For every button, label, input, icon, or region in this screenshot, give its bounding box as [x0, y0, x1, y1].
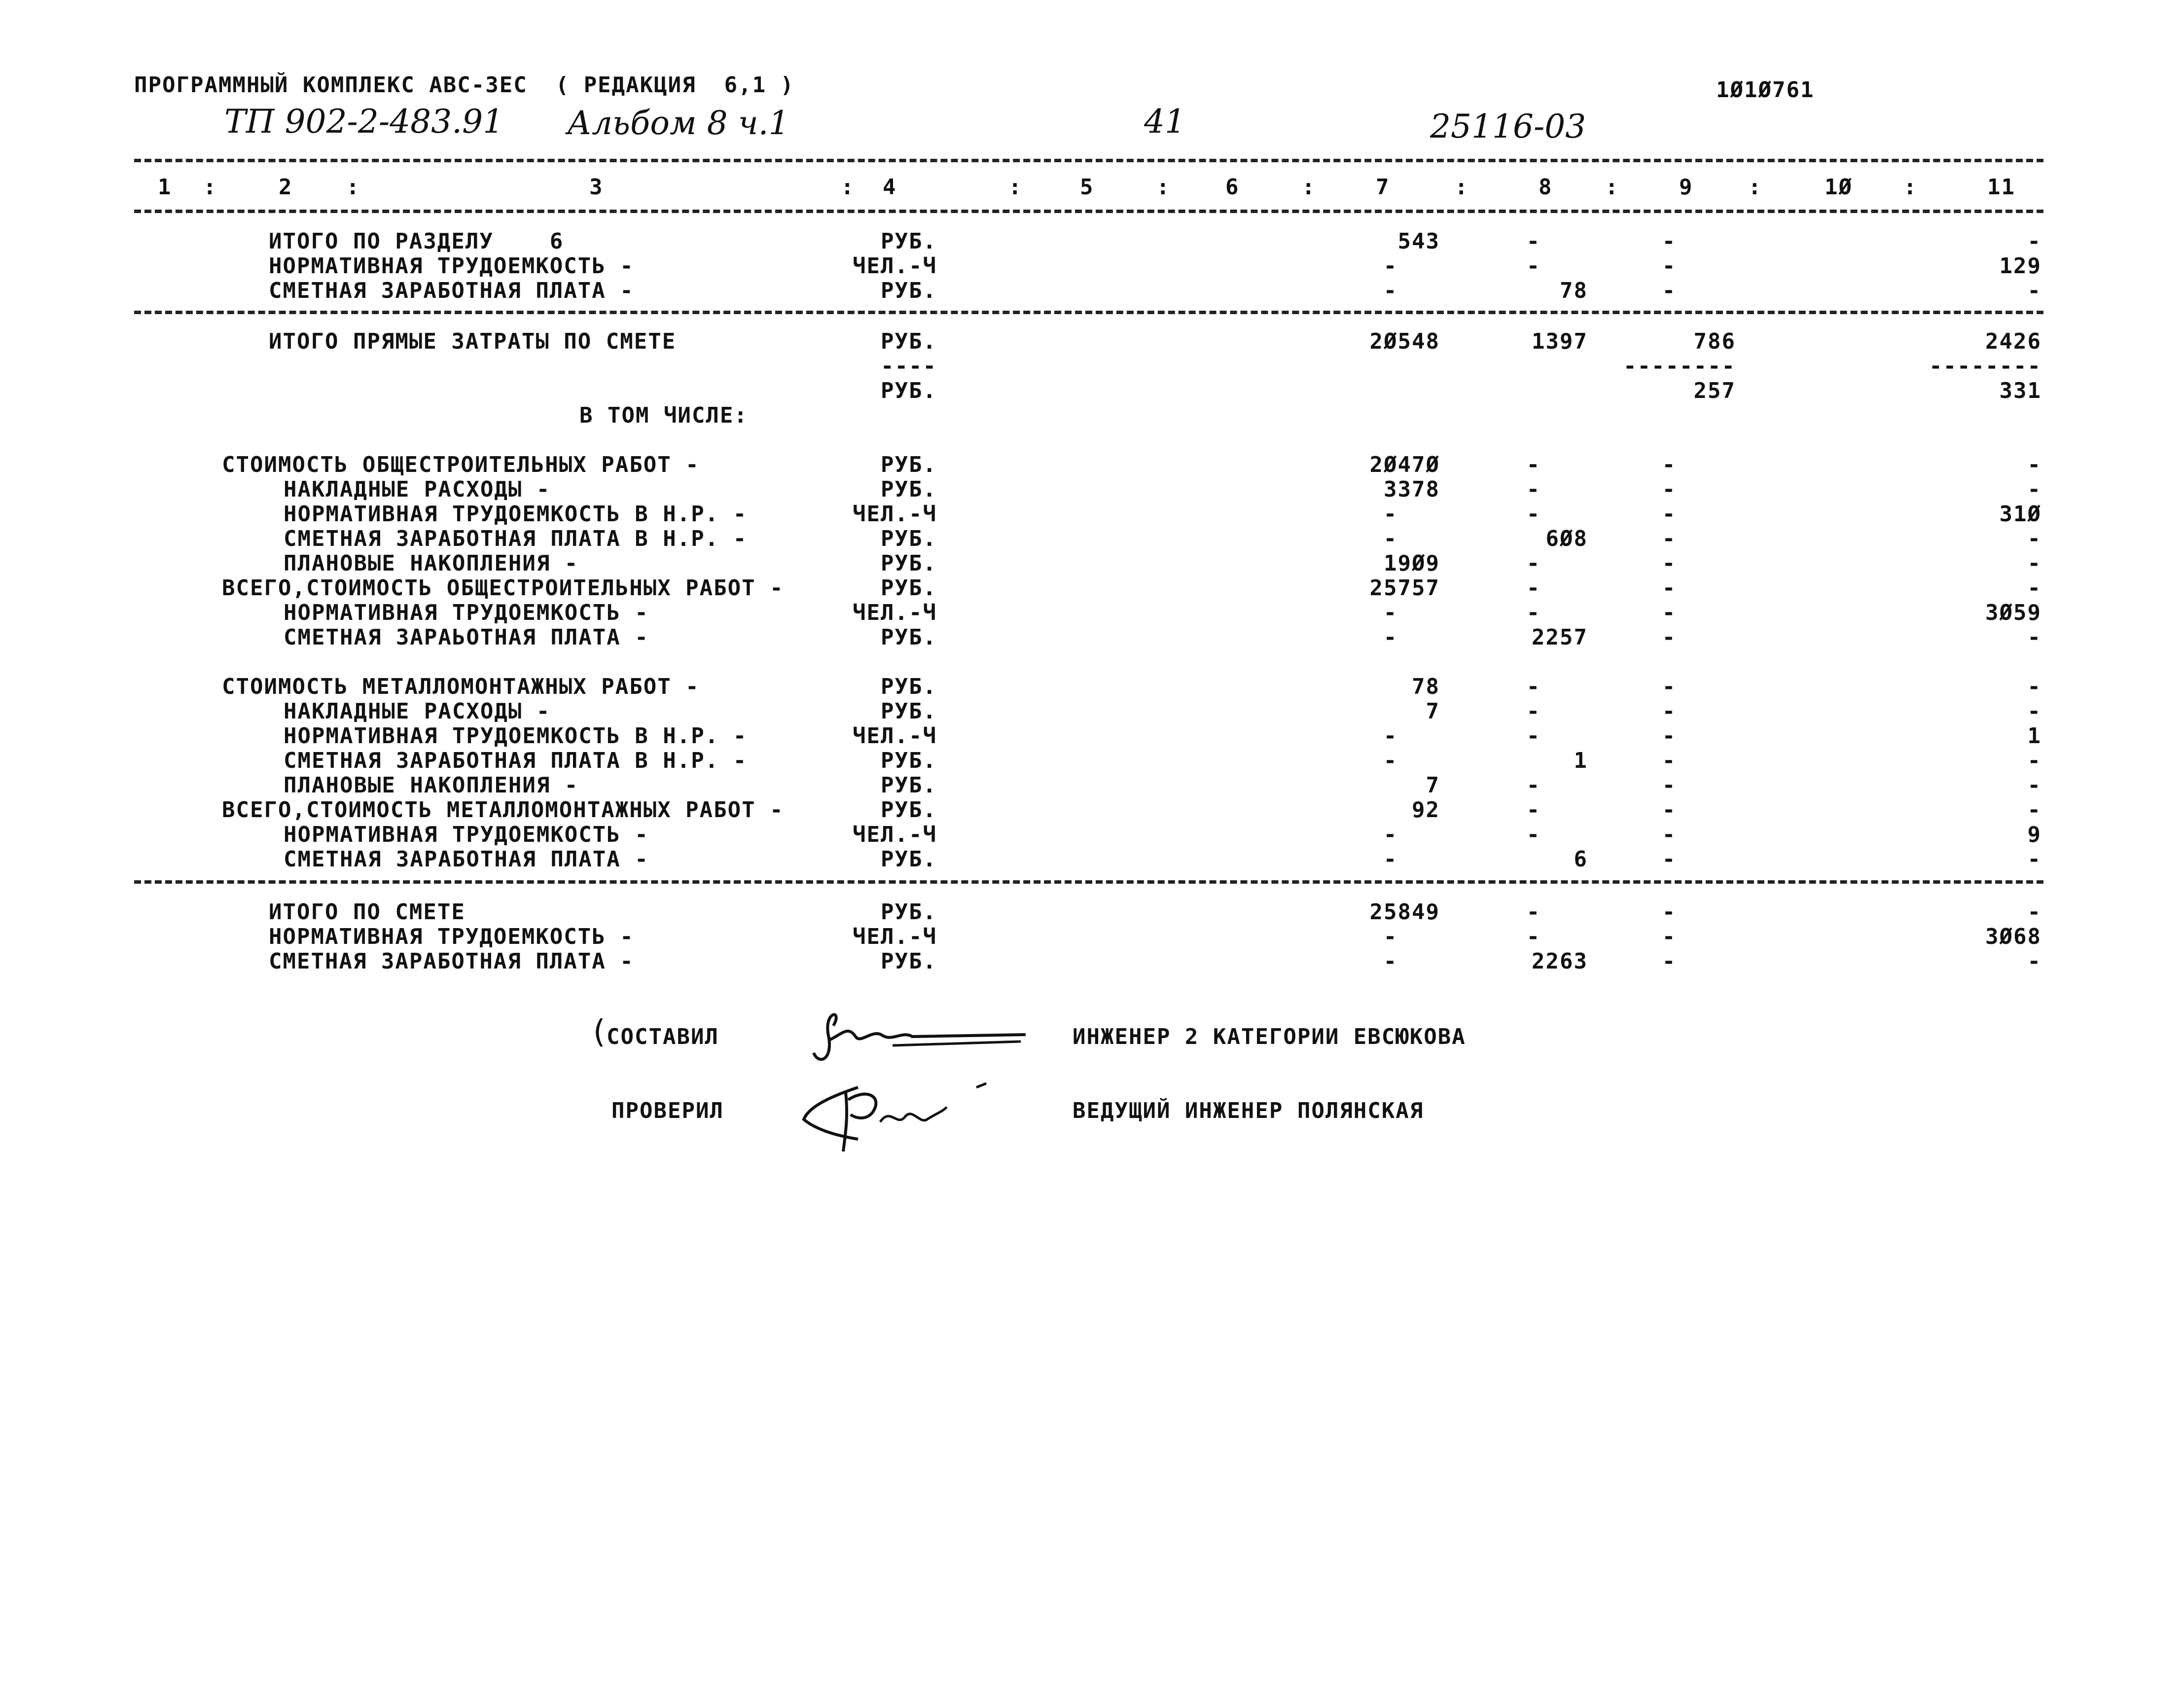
cell-col-11: - [2027, 748, 2041, 773]
compiled-by: ИНЖЕНЕР 2 КАТЕГОРИИ ЕВСЮКОВА [1073, 1024, 1466, 1049]
row-unit: РУБ. [881, 575, 937, 601]
cell-col-9: - [1662, 229, 1677, 254]
cell-col-8: 2263 [1532, 949, 1588, 974]
cell-col-9: 786 [1693, 329, 1736, 354]
column-separator: : [1605, 175, 1619, 200]
cell-col-7: 19Ø9 [1384, 551, 1440, 576]
cell-col-7: 543 [1397, 229, 1440, 254]
cell-col-8: - [1526, 723, 1541, 749]
handwritten-sheet-code: 25116-03 [1430, 108, 1586, 145]
cell-col-8: - [1526, 477, 1541, 502]
cell-col-11: 3Ø68 [1985, 924, 2041, 949]
cell-col-11: - [2027, 699, 2041, 724]
cell-col-8: - [1526, 773, 1541, 798]
column-number: 1 [158, 175, 172, 200]
cell-col-7: 92 [1412, 797, 1440, 823]
cell-col-9: - [1662, 278, 1677, 303]
cell-col-8: - [1526, 797, 1541, 823]
row-unit: РУБ. [881, 748, 937, 773]
row-label: В ТОМ ЧИСЛЕ: [579, 403, 748, 428]
cell-col-8: 1 [1574, 748, 1588, 773]
row-unit: ЧЕЛ.-Ч [853, 723, 937, 749]
row-unit: ЧЕЛ.-Ч [853, 924, 937, 949]
column-number: 11 [1987, 175, 2015, 200]
cell-col-9: - [1662, 797, 1677, 823]
handwritten-project-code: ТП 902-2-483.91 [224, 103, 504, 141]
row-label: СМЕТНАЯ ЗАРАБОТНАЯ ПЛАТА - [269, 949, 634, 974]
cell-col-7: 2Ø47Ø [1369, 452, 1440, 477]
row-label: СТОИМОСТЬ МЕТАЛЛОМОНТАЖНЫХ РАБОТ - [222, 674, 700, 699]
cell-col-7: - [1383, 924, 1398, 949]
cell-col-7: - [1383, 278, 1398, 303]
cell-col-9: - [1662, 899, 1677, 925]
row-label: ВСЕГО,СТОИМОСТЬ ОБЩЕСТРОИТЕЛЬНЫХ РАБОТ - [222, 575, 784, 601]
cell-col-9: - [1662, 924, 1677, 949]
cell-col-7: 3378 [1384, 477, 1440, 502]
cell-col-7: - [1383, 949, 1398, 974]
cell-col-11: - [2027, 526, 2041, 551]
row-label: ПЛАНОВЫЕ НАКОПЛЕНИЯ - [284, 773, 579, 798]
cell-col-9: - [1662, 551, 1677, 576]
cell-col-9: - [1662, 625, 1677, 650]
cell-col-7: - [1383, 625, 1398, 650]
checked-label: ПРОВЕРИЛ [611, 1098, 724, 1123]
column-header-divider [134, 210, 2043, 213]
column-number: 8 [1539, 175, 1553, 200]
row-unit: ЧЕЛ.-Ч [853, 253, 937, 279]
row-label: ИТОГО ПО СМЕТЕ [269, 899, 465, 925]
column-number: 9 [1679, 175, 1693, 200]
cell-col-8: - [1526, 924, 1541, 949]
cell-col-11: - [2027, 452, 2041, 477]
cell-col-8: 6Ø8 [1545, 526, 1588, 551]
cell-col-8: - [1526, 452, 1541, 477]
column-number: 3 [589, 175, 604, 200]
column-separator: : [841, 175, 855, 200]
cell-col-9: - [1662, 723, 1677, 749]
column-separator: : [1156, 175, 1171, 200]
row-unit: ЧЕЛ.-Ч [853, 600, 937, 625]
table-top-divider [134, 159, 2043, 162]
cell-col-11: -------- [1929, 354, 2041, 379]
section-divider [134, 311, 2043, 314]
row-unit: РУБ. [881, 452, 937, 477]
cell-col-11: - [2027, 575, 2041, 601]
column-number: 2 [279, 175, 293, 200]
cell-col-11: - [2027, 551, 2041, 576]
section-divider [134, 880, 2043, 884]
row-label: СМЕТНАЯ ЗАРАБОТНАЯ ПЛАТА - [284, 847, 649, 872]
row-unit: ---- [881, 354, 937, 379]
cell-col-7: 7 [1426, 773, 1440, 798]
cell-col-8: - [1526, 229, 1541, 254]
cell-col-11: 31Ø [1999, 502, 2041, 527]
row-unit: РУБ. [881, 699, 937, 724]
cell-col-11: 2426 [1985, 329, 2041, 354]
document-number: 1Ø1Ø761 [1716, 77, 1815, 103]
cell-col-9: - [1662, 502, 1677, 527]
handwritten-album: Альбом 8 ч.1 [567, 104, 789, 142]
column-separator: : [1903, 175, 1918, 200]
compiled-label: СОСТАВИЛ [607, 1024, 719, 1049]
cell-col-7: 2Ø548 [1369, 329, 1440, 354]
row-label: ПЛАНОВЫЕ НАКОПЛЕНИЯ - [284, 551, 579, 576]
cell-col-8: 78 [1560, 278, 1588, 303]
bracket-mark: ( [589, 1014, 609, 1050]
row-label: ИТОГО ПО РАЗДЕЛУ 6 [269, 229, 564, 254]
row-unit: ЧЕЛ.-Ч [853, 502, 937, 527]
cell-col-7: 25849 [1369, 899, 1440, 925]
row-label: СМЕТНАЯ ЗАРАБОТНАЯ ПЛАТА - [269, 278, 634, 303]
row-label: НОРМАТИВНАЯ ТРУДОЕМКОСТЬ - [284, 822, 649, 847]
cell-col-11: - [2027, 229, 2041, 254]
program-line: ПРОГРАММНЫЙ КОМПЛЕКС АВС-3ЕС ( РЕДАКЦИЯ 6,1 ) [134, 72, 795, 98]
row-unit: РУБ. [881, 477, 937, 502]
cell-col-9: - [1662, 674, 1677, 699]
cell-col-7: 7 [1426, 699, 1440, 724]
cell-col-8: - [1526, 600, 1541, 625]
row-unit: РУБ. [881, 797, 937, 823]
row-label: НОРМАТИВНАЯ ТРУДОЕМКОСТЬ - [284, 600, 649, 625]
column-separator: : [346, 175, 360, 200]
cell-col-8: 6 [1574, 847, 1588, 872]
column-number: 1Ø [1825, 175, 1853, 200]
column-separator: : [1302, 175, 1316, 200]
cell-col-9: - [1662, 847, 1677, 872]
cell-col-11: - [2027, 847, 2041, 872]
cell-col-11: 331 [1999, 378, 2041, 403]
compiled-signature [814, 1006, 1040, 1070]
cell-col-8: 2257 [1532, 625, 1588, 650]
cell-col-9: 257 [1693, 378, 1736, 403]
row-label: СМЕТНАЯ ЗАРАЬОТНАЯ ПЛАТА - [284, 625, 649, 650]
cell-col-8: - [1526, 253, 1541, 279]
cell-col-9: - [1662, 822, 1677, 847]
cell-col-11: 9 [2027, 822, 2041, 847]
cell-col-11: - [2027, 674, 2041, 699]
cell-col-7: - [1383, 822, 1398, 847]
cell-col-8: 1397 [1532, 329, 1588, 354]
row-label: ИТОГО ПРЯМЫЕ ЗАТРАТЫ ПО СМЕТЕ [269, 329, 677, 354]
column-number: 4 [883, 175, 897, 200]
cell-col-8: - [1526, 551, 1541, 576]
cell-col-8: - [1526, 699, 1541, 724]
row-unit: ЧЕЛ.-Ч [853, 822, 937, 847]
cell-col-11: - [2027, 773, 2041, 798]
cell-col-9: - [1662, 477, 1677, 502]
cell-col-7: - [1383, 748, 1398, 773]
row-label: НОРМАТИВНАЯ ТРУДОЕМКОСТЬ В Н.Р. - [284, 502, 748, 527]
cell-col-11: - [2027, 949, 2041, 974]
cell-col-11: 129 [1999, 253, 2041, 279]
cell-col-7: - [1383, 600, 1398, 625]
cell-col-8: - [1526, 899, 1541, 925]
cell-col-8: - [1526, 575, 1541, 601]
column-separator: : [1748, 175, 1762, 200]
cell-col-7: 25757 [1369, 575, 1440, 601]
checked-by: ВЕДУЩИЙ ИНЖЕНЕР ПОЛЯНСКАЯ [1073, 1098, 1424, 1123]
row-unit: РУБ. [881, 229, 937, 254]
cell-col-9: - [1662, 600, 1677, 625]
row-unit: РУБ. [881, 526, 937, 551]
row-unit: РУБ. [881, 899, 937, 925]
row-unit: РУБ. [881, 329, 937, 354]
cell-col-7: - [1383, 723, 1398, 749]
row-unit: РУБ. [881, 278, 937, 303]
row-unit: РУБ. [881, 773, 937, 798]
cell-col-9: - [1662, 773, 1677, 798]
row-unit: РУБ. [881, 551, 937, 576]
handwritten-page-number: 41 [1144, 103, 1185, 141]
row-label: СТОИМОСТЬ ОБЩЕСТРОИТЕЛЬНЫХ РАБОТ - [222, 452, 700, 477]
cell-col-9: -------- [1623, 354, 1736, 379]
row-label: НАКЛАДНЫЕ РАСХОДЫ - [284, 699, 551, 724]
column-number: 5 [1080, 175, 1094, 200]
row-label: НОРМАТИВНАЯ ТРУДОЕМКОСТЬ В Н.Р. - [284, 723, 748, 749]
cell-col-9: - [1662, 575, 1677, 601]
row-label: СМЕТНАЯ ЗАРАБОТНАЯ ПЛАТА В Н.Р. - [284, 526, 748, 551]
row-unit: РУБ. [881, 674, 937, 699]
cell-col-9: - [1662, 748, 1677, 773]
cell-col-11: - [2027, 625, 2041, 650]
column-number: 7 [1376, 175, 1390, 200]
cell-col-7: - [1383, 847, 1398, 872]
row-label: ВСЕГО,СТОИМОСТЬ МЕТАЛЛОМОНТАЖНЫХ РАБОТ - [222, 797, 784, 823]
cell-col-9: - [1662, 526, 1677, 551]
row-label: СМЕТНАЯ ЗАРАБОТНАЯ ПЛАТА В Н.Р. - [284, 748, 748, 773]
cell-col-9: - [1662, 452, 1677, 477]
column-separator: : [203, 175, 217, 200]
row-label: НОРМАТИВНАЯ ТРУДОЕМКОСТЬ - [269, 924, 634, 949]
row-label: НОРМАТИВНАЯ ТРУДОЕМКОСТЬ - [269, 253, 634, 279]
cell-col-8: - [1526, 502, 1541, 527]
cell-col-7: 78 [1412, 674, 1440, 699]
cell-col-9: - [1662, 253, 1677, 279]
cell-col-7: - [1383, 502, 1398, 527]
cell-col-7: - [1383, 253, 1398, 279]
cell-col-11: - [2027, 899, 2041, 925]
column-separator: : [1008, 175, 1023, 200]
row-unit: РУБ. [881, 378, 937, 403]
cell-col-11: 3Ø59 [1985, 600, 2041, 625]
cell-col-11: 1 [2027, 723, 2041, 749]
column-number: 6 [1225, 175, 1240, 200]
cell-col-11: - [2027, 278, 2041, 303]
cell-col-9: - [1662, 949, 1677, 974]
cell-col-8: - [1526, 822, 1541, 847]
cell-col-11: - [2027, 477, 2041, 502]
cell-col-7: - [1383, 526, 1398, 551]
column-separator: : [1455, 175, 1469, 200]
checked-signature [799, 1078, 1026, 1156]
row-label: НАКЛАДНЫЕ РАСХОДЫ - [284, 477, 551, 502]
row-unit: РУБ. [881, 949, 937, 974]
cell-col-11: - [2027, 797, 2041, 823]
row-unit: РУБ. [881, 625, 937, 650]
row-unit: РУБ. [881, 847, 937, 872]
cell-col-9: - [1662, 699, 1677, 724]
cell-col-8: - [1526, 674, 1541, 699]
